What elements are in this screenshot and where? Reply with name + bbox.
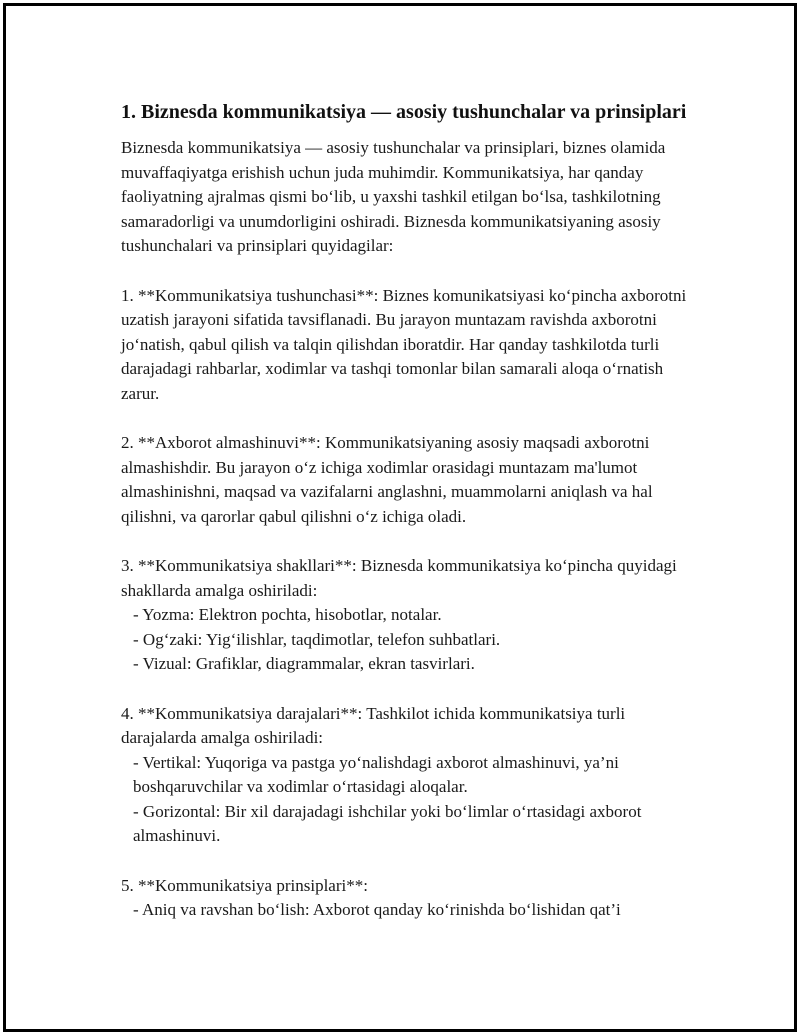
document-body bbox=[121, 98, 696, 948]
section-3 bbox=[121, 554, 696, 677]
list-item: - Og‘zaki: Yig‘ilishlar, taqdimotlar, telefon suhbatlari. bbox=[133, 629, 501, 649]
section-text: 1. **Kommunikatsiya tushunchasi**: Biznes komunikatsiyasi ko‘pincha axborotni uzatish jarayoni sifatida tavsiflanadi. Bu jarayon muntazam ravishda axborotni jo‘natish, qabul qilish va talqin qilishdan iboratdir. Har qanday tashkilotda turli darajadagi rahbarlar, xodimlar va tashqi tomonlar bilan samarali aloqa o‘rnatish zarur. bbox=[121, 285, 687, 403]
list-item: - Aniq va ravshan bo‘lish: Axborot qanday ko‘rinishda bo‘lishidan qat’i bbox=[133, 900, 621, 919]
intro-paragraph: Biznesda kommunikatsiya — asosiy tushunchalar va prinsiplari, biznes olamida muvaffaqiyatga erishish uchun juda muhimdir. Kommunikatsiya, har qanday faoliyatning ajralmas qismi bo‘lib, u yaxshi tashkil etilgan bo‘lsa, tashkilotning samaradorligi va unumdorligini oshiradi. Biznesda kommunikatsiyaning asosiy tushunchalari va prinsiplari quyidagilar: bbox=[121, 138, 666, 255]
section-text: 4. **Kommunikatsiya darajalari**: Tashkilot ichida kommunikatsiya turli darajalarda amalga oshiriladi: bbox=[121, 703, 626, 747]
section-text: 2. **Axborot almashinuvi**: Kommunikatsiyaning asosiy maqsadi axborotni almashishdir. Bu jarayon o‘z ichiga xodimlar orasidagi muntazam ma'lumot almashinishni, maqsad va vazifalarni anglashni, muammolarni aniqlash va hal qilishni, va qarorlar qabul qilishni o‘z ichiga oladi. bbox=[121, 433, 653, 526]
list-item: - Gorizontal: Bir xil darajadagi ishchilar yoki bo‘limlar o‘rtasidagi axborot almashinuvi. bbox=[133, 801, 642, 845]
section-4 bbox=[121, 702, 696, 849]
document-title: 1. Biznesda kommunikatsiya — asosiy tushunchalar va prinsiplari bbox=[121, 101, 687, 123]
section-text: 3. **Kommunikatsiya shakllari**: Biznesda kommunikatsiya ko‘pincha quyidagi shakllarda amalga oshiriladi: bbox=[121, 556, 677, 600]
section-1 bbox=[121, 284, 696, 407]
list-item: - Vertikal: Yuqoriga va pastga yo‘nalishdagi axborot almashinuvi, ya’ni boshqaruvchilar va xodimlar o‘rtasidagi aloqalar. bbox=[133, 752, 619, 796]
list-item: - Vizual: Grafiklar, diagrammalar, ekran tasvirlari. bbox=[133, 654, 475, 673]
section-text: 5. **Kommunikatsiya prinsiplari**: bbox=[121, 875, 368, 895]
list-item: - Yozma: Elektron pochta, hisobotlar, notalar. bbox=[133, 605, 442, 624]
section-2 bbox=[121, 431, 696, 529]
page-frame bbox=[3, 3, 797, 1032]
section-5 bbox=[121, 874, 696, 923]
